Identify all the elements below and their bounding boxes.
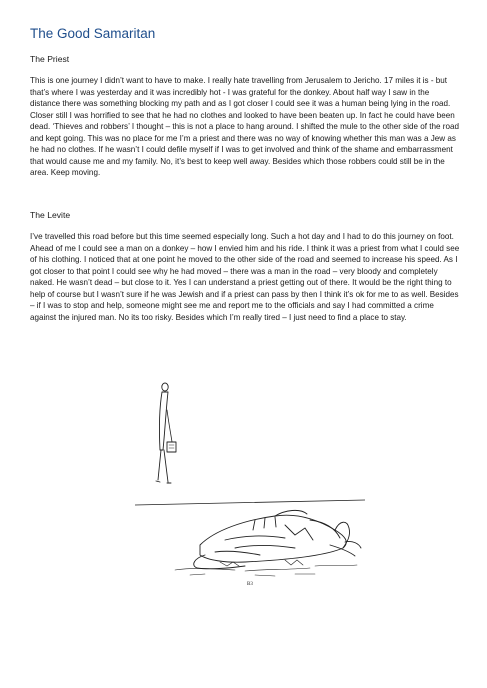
sketch-drawing [135,370,365,600]
section-heading-priest: The Priest [30,54,70,64]
lying-figure [194,510,361,568]
section-heading-levite: The Levite [30,210,71,220]
artist-signature: B3 [247,582,253,587]
sketch-illustration [135,370,365,600]
paragraph-priest: This is one journey I didn’t want to have to make. I really hate travelling from Jerusalem to Jericho. 17 miles it is - but that’s where I was yesterday and it was incredibly hot - I was grateful for the donkey. About half way I saw in the distance there was something blocking my path and as I got closer I could see it was a human being lying in the road. Closer still I was horrified to see that he had no clothes and looked to have been beaten up. In fact he could have been dead. ‘Thieves and robbers’ I thought – this is not a place to hang around. I shifted the mule to the other side of the road and kept going. This was no place for me I’m a priest and there was no way of knowing whether this man was a Jew as he had no clothes. If he wasn’t I could defile myself if I was to get involved and think of the shame and embarrassment that would cause me and my family. No, it’s best to keep well away. Besides which those robbers could still be in the area. Keep moving. [30,76,459,178]
walking-figure [156,383,176,483]
document-title: The Good Samaritan [30,26,156,41]
paragraph-levite: I’ve travelled this road before but this time seemed especially long. Such a hot day and I had to do this journey on foot. Ahead of me I could see a man on a donkey – how I envied him and his ride. I think it was a priest from what I could see of his clothing. I noticed that at one point he moved to the other side of the road and seemed to increase his speed. As I got closer to that point I could see why he had moved – there was a man in the road – very bloody and completely naked. He wasn’t dead – but close to it. Yes I can understand a priest getting out of there. It would be the right thing to help of course but I wasn’t sure if he was Jewish and if a priest can pass by then I think it’s ok for me to as well. Besides – if I was to stop and help, someone might see me and report me to the officials and say I had committed a crime against the injured man. No its too risky. Besides which I’m really tired – I just need to find a place to stay. [30,232,460,322]
horizon-line [135,500,365,505]
ground-shading [175,560,357,576]
